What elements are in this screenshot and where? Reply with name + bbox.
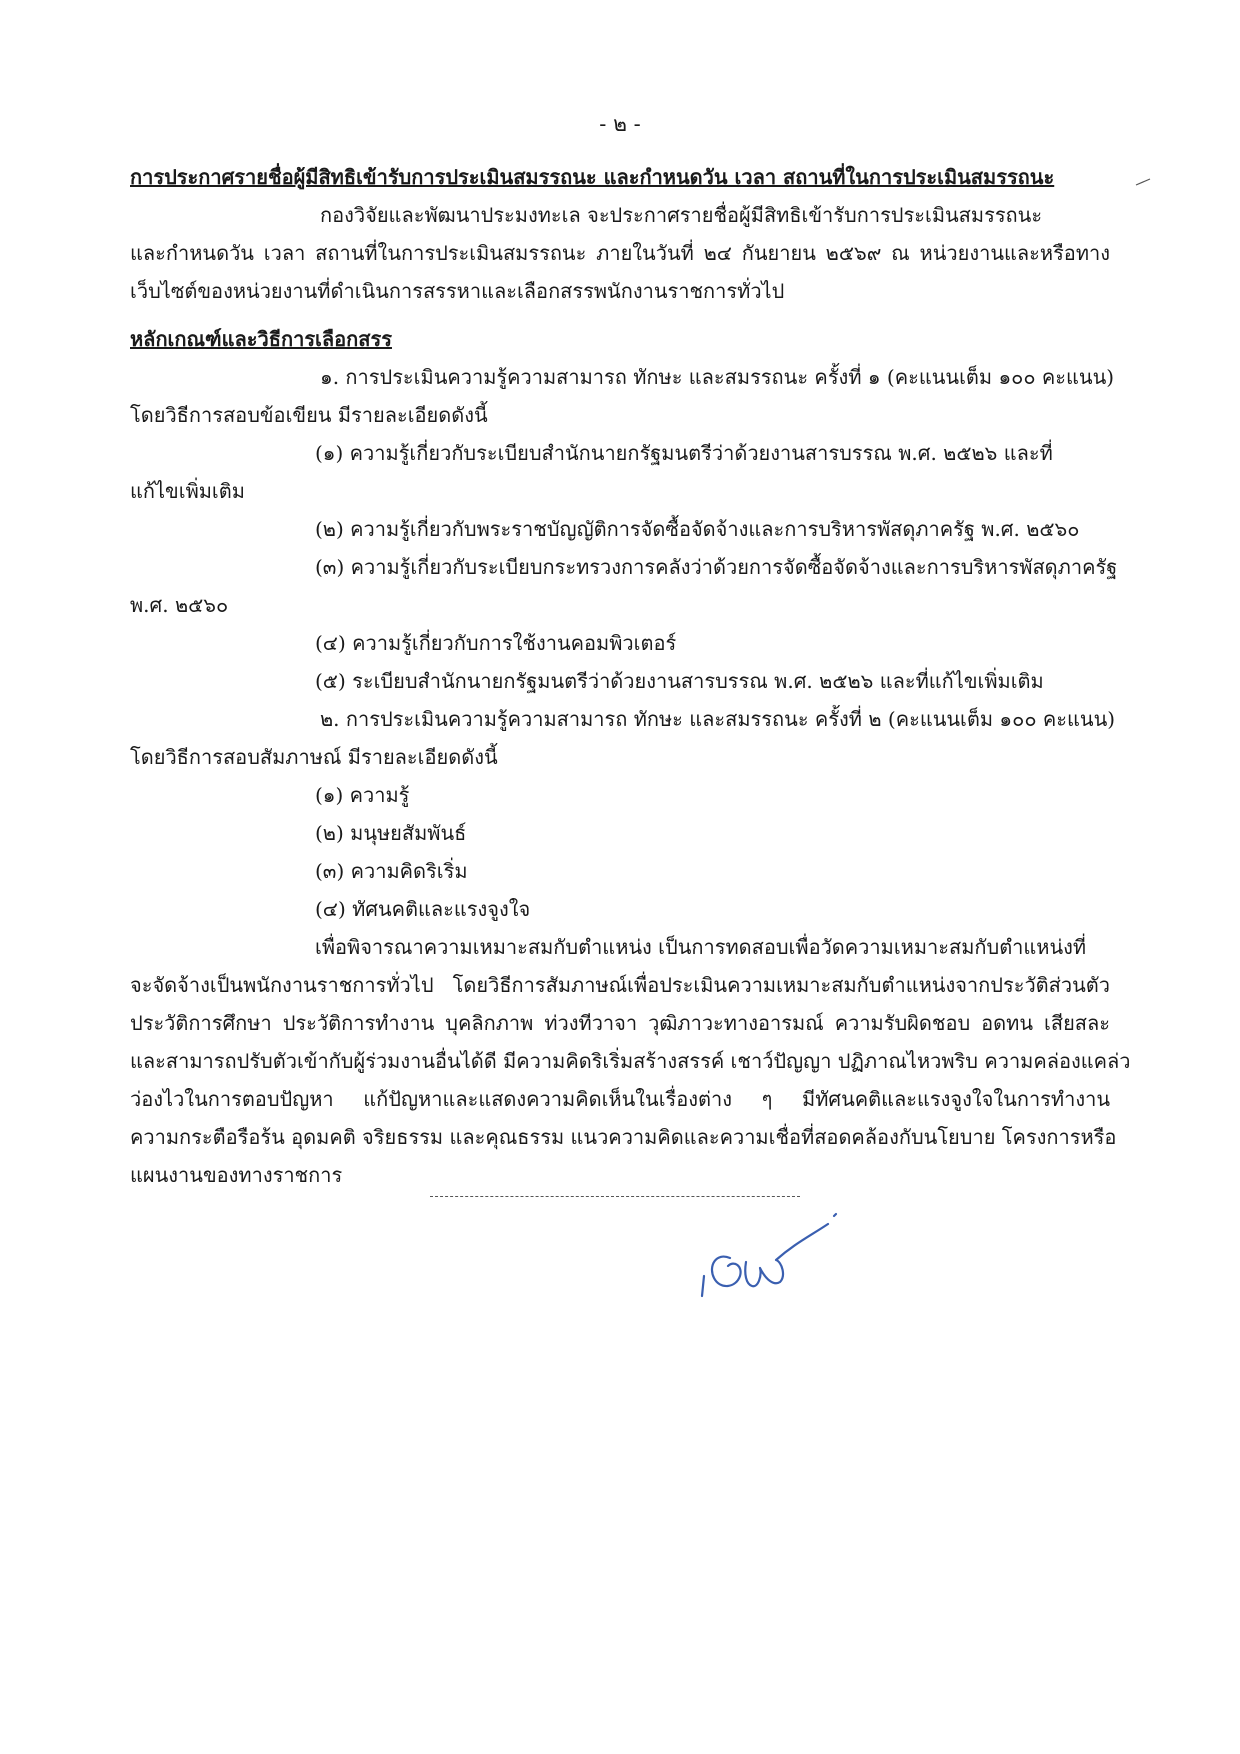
announcement-line-2: และกำหนดวัน เวลา สถานที่ในการประเมินสมรรถนะ ภายในวันที่ ๒๔ กันยายน ๒๕๖๙ ณ หน่วยงานและหรือทาง [130,241,1110,265]
criteria-part1-item-5: (๕) ระเบียบสำนักนายกรัฐมนตรีว่าด้วยงานสารบรรณ พ.ศ. ๒๕๒๖ และที่แก้ไขเพิ่มเติม [315,669,1044,693]
criteria-part1-item-3: (๓) ความรู้เกี่ยวกับระเบียบกระทรวงการคลังว่าด้วยการจัดซื้อจัดจ้างและการบริหารพัสดุภาครัฐ [315,555,1118,579]
page-number: - ๒ - [599,112,641,136]
criteria-part2-item-2: (๒) มนุษยสัมพันธ์ [315,821,467,845]
paragraph-line-5: ว่องไวในการตอบปัญหา แก้ปัญหาและแสดงความคิดเห็นในเรื่องต่าง ๆ มีทัศนคติและแรงจูงใจในการทำงาน [130,1087,1110,1111]
criteria-part1-item-1: (๑) ความรู้เกี่ยวกับระเบียบสำนักนายกรัฐมนตรีว่าด้วยงานสารบรรณ พ.ศ. ๒๕๒๖ และที่ [315,441,1053,465]
criteria-part1-title: ๑. การประเมินความรู้ความสามารถ ทักษะ และสมรรถนะ ครั้งที่ ๑ (คะแนนเต็ม ๑๐๐ คะแนน) [320,365,1115,389]
criteria-part2-title: ๒. การประเมินความรู้ความสามารถ ทักษะ และสมรรถนะ ครั้งที่ ๒ (คะแนนเต็ม ๑๐๐ คะแนน) [320,707,1116,731]
criteria-part1-item-2: (๒) ความรู้เกี่ยวกับพระราชบัญญัติการจัดซื้อจัดจ้างและการบริหารพัสดุภาครัฐ พ.ศ. ๒๕๖๐ [315,517,1080,541]
pen-tick-mark [1135,178,1151,186]
criteria-part1-item-3-cont: พ.ศ. ๒๕๖๐ [130,593,229,617]
document-body [130,158,1131,1194]
handwritten-initials-signature [690,1196,850,1306]
criteria-part2-item-4: (๔) ทัศนคติและแรงจูงใจ [315,897,531,921]
criteria-part2-item-3: (๓) ความคิดริเริ่ม [315,859,468,883]
section-heading-criteria: หลักเกณฑ์และวิธีการเลือกสรร [130,327,392,351]
criteria-part2-method: โดยวิธีการสอบสัมภาษณ์ มีรายละเอียดดังนี้ [130,745,498,769]
paragraph-line-7: แผนงานของทางราชการ [130,1163,343,1187]
announcement-line-3: เว็บไซต์ของหน่วยงานที่ดำเนินการสรรหาและเลือกสรรพนักงานราชการทั่วไป [130,279,785,303]
criteria-part1-item-1-cont: แก้ไขเพิ่มเติม [130,479,245,503]
criteria-part1-item-4: (๔) ความรู้เกี่ยวกับการใช้งานคอมพิวเตอร์ [315,631,677,655]
paragraph-line-1: เพื่อพิจารณาความเหมาะสมกับตำแหน่ง เป็นการทดสอบเพื่อวัดความเหมาะสมกับตำแหน่งที่ [315,935,1087,959]
paragraph-line-4: และสามารถปรับตัวเข้ากับผู้ร่วมงานอื่นได้ดี มีความคิดริเริ่มสร้างสรรค์ เชาว์ปัญญา ปฏิภาณไหวพริบ ความคล่องแคล่ว [130,1049,1131,1073]
announcement-line-1: กองวิจัยและพัฒนาประมงทะเล จะประกาศรายชื่อผู้มีสิทธิเข้ารับการประเมินสมรรถนะ [320,203,1043,227]
criteria-part1-method: โดยวิธีการสอบข้อเขียน มีรายละเอียดดังนี้ [130,403,488,427]
paragraph-line-2: จะจัดจ้างเป็นพนักงานราชการทั่วไป โดยวิธีการสัมภาษณ์เพื่อประเมินความเหมาะสมกับตำแหน่งจากประวัติส่วนตัว [130,973,1110,997]
criteria-part2-item-1: (๑) ความรู้ [315,783,410,807]
section-heading-announcement: การประกาศรายชื่อผู้มีสิทธิเข้ารับการประเมินสมรรถนะ และกำหนดวัน เวลา สถานที่ในการประเมินสมรรถนะ [130,165,1055,189]
paragraph-line-3: ประวัติการศึกษา ประวัติการทำงาน บุคลิกภาพ ท่วงทีวาจา วุฒิภาวะทางอารมณ์ ความรับผิดชอบ อดทน เสียสละ [130,1011,1110,1035]
paragraph-line-6: ความกระตือรือร้น อุดมคติ จริยธรรม และคุณธรรม แนวความคิดและความเชื่อที่สอดคล้องกับนโยบาย โครงการหรือ [130,1125,1117,1149]
